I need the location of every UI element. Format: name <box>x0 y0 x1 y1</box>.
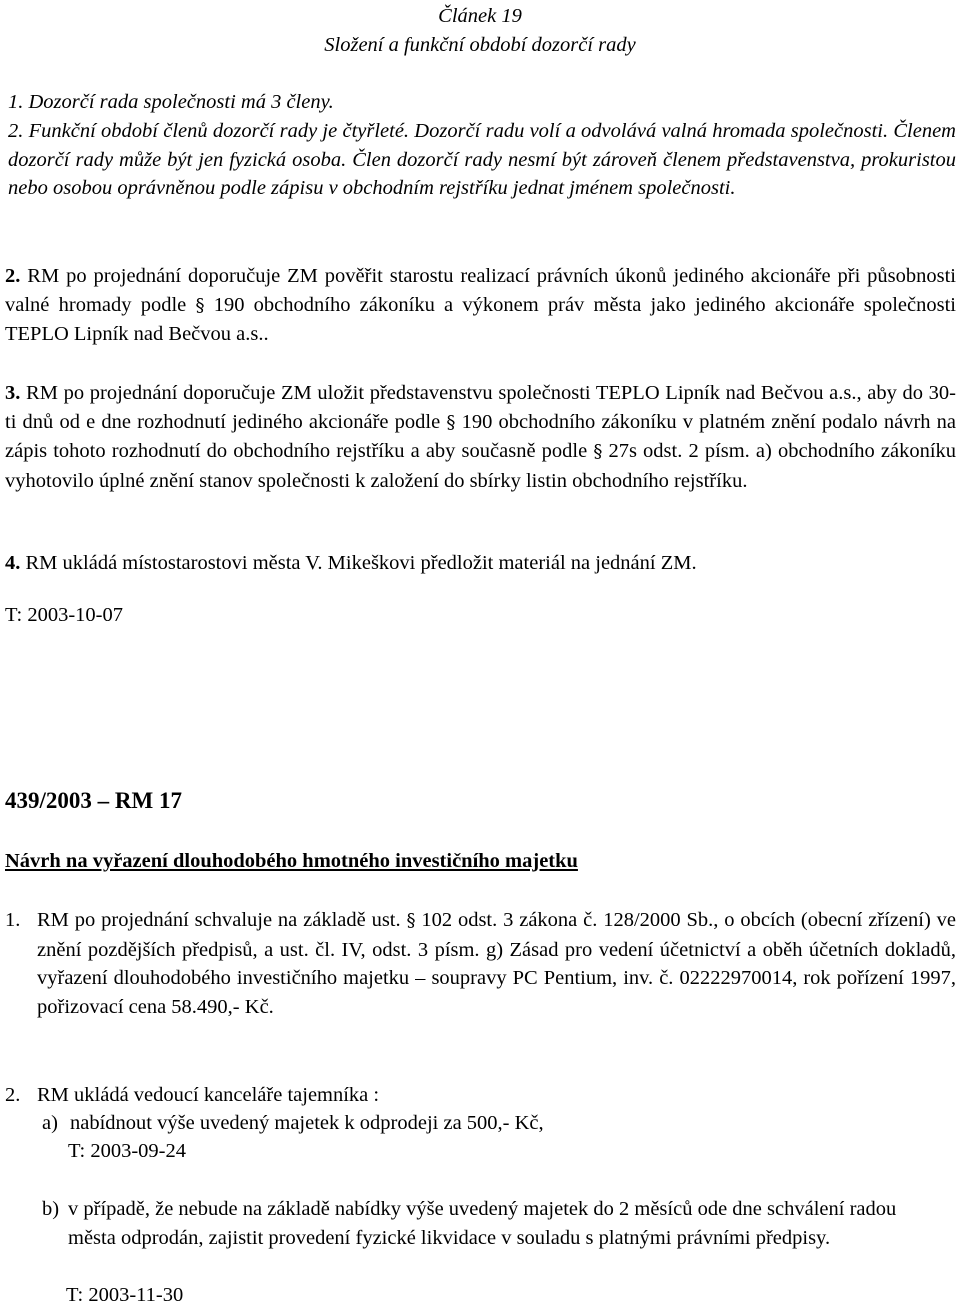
item-number: 4. <box>5 552 21 574</box>
subitem-b-label: b) <box>42 1198 60 1220</box>
item-text-cont: 190 obchodního zákoníku v platném znění podalo návrh na zápis tohoto rozhodnutí do obchodního rejstříku a aby současně podle <box>5 410 957 462</box>
point-1-text-a: RM po projednání schvaluje na základě ust. <box>37 909 401 931</box>
subitem-a-text: nabídnout výše uvedený majetek k odprodeji za 500,- Kč, <box>70 1112 544 1134</box>
point-1-text-b: 102 odst. 3 zákona č. 128/2000 Sb., o obcích (obecní zřízení) ve znění pozdějších předpisů, a ust. čl. IV, odst. 3 písm. g) Zásad pro vedení účetnictví a oběh účetních dokladů, vyřazení dlouhodobého investičního majetku – soupravy PC Pentium, inv. č. 02222970014, rok pořízení 1997, pořizovací cena 58.490,- Kč. <box>37 909 956 1018</box>
item-text-cont: 190 obchodního zákoníku a výkonem práv města jako jediného akcionáře společnosti TEPLO Lipník nad Bečvou a.s.. <box>5 293 956 345</box>
point-2-text: RM ukládá vedoucí kanceláře tajemníka : <box>37 1084 380 1106</box>
subitem-a-deadline: T: 2003-09-24 <box>68 1140 186 1162</box>
point-2-number: 2. <box>5 1084 21 1106</box>
item-text-cont2: 27s odst. 2 písm. a) obchodního zákoníku vyhotovilo úplné znění stanov společnosti k založení do sbírky listin obchodního rejstříku. <box>5 440 957 492</box>
resolution-item-2 <box>5 262 956 349</box>
subitem-a-label: a) <box>42 1112 58 1134</box>
article-heading-block <box>220 2 740 59</box>
item-number: 2. <box>5 265 21 287</box>
item-text: RM po projednání doporučuje ZM uložit představenstvu společnosti TEPLO Lipník nad Bečvou a.s., aby do 30-ti dnů od e dne rozhodnutí jediného akcionáře podle <box>5 382 956 433</box>
section-sign: § <box>406 910 416 931</box>
article-heading: Článek 19 <box>438 5 522 27</box>
article-subheading: Složení a funkční období dozorčí rady <box>324 33 636 56</box>
deadline: T: 2003-10-07 <box>5 604 123 626</box>
resolution-item-3 <box>5 379 956 495</box>
point-1-number: 1. <box>5 909 21 931</box>
section-sign: § <box>593 441 603 462</box>
subitem-b-text: v případě, že nebude na základě nabídky výše uvedený majetek do 2 měsíců ode dne schválení radou města odprodán, zajistit provedení fyzické likvidace v souladu s platnými právními předpisy. <box>68 1198 897 1249</box>
article-item-1: 1. Dozorčí rada společnosti má 3 členy. <box>8 91 334 113</box>
point-1-text <box>37 906 956 1021</box>
resolution-number: 439/2003 – RM 17 <box>5 788 182 813</box>
item-text: RM po projednání doporučuje ZM pověřit starostu realizací právních úkonů jediného akcionáře při působnosti valné hromady podle <box>5 265 957 316</box>
item-text: RM ukládá místostarostovi města V. Mikeškovi předložit materiál na jednání ZM. <box>25 552 697 574</box>
item-number: 3. <box>5 382 21 404</box>
section-sign: § <box>195 294 205 316</box>
resolution-item-4 <box>5 549 956 578</box>
subitem-b-deadline: T: 2003-11-30 <box>66 1284 184 1306</box>
resolution-title: Návrh na vyřazení dlouhodobého hmotného investičního majetku <box>5 850 578 872</box>
section-sign: § <box>446 411 456 433</box>
article-item-2: 2. Funkční období členů dozorčí rady je čtyřleté. Dozorčí radu volí a odvolává valná hromada společnosti. Členem dozorčí rady může být jen fyzická osoba. Člen dozorčí rady nesmí být zároveň členem představenstva, prokuristou nebo osobou oprávněnou podle zápisu v obchodním rejstříku jednat jménem společnosti. <box>8 120 956 199</box>
